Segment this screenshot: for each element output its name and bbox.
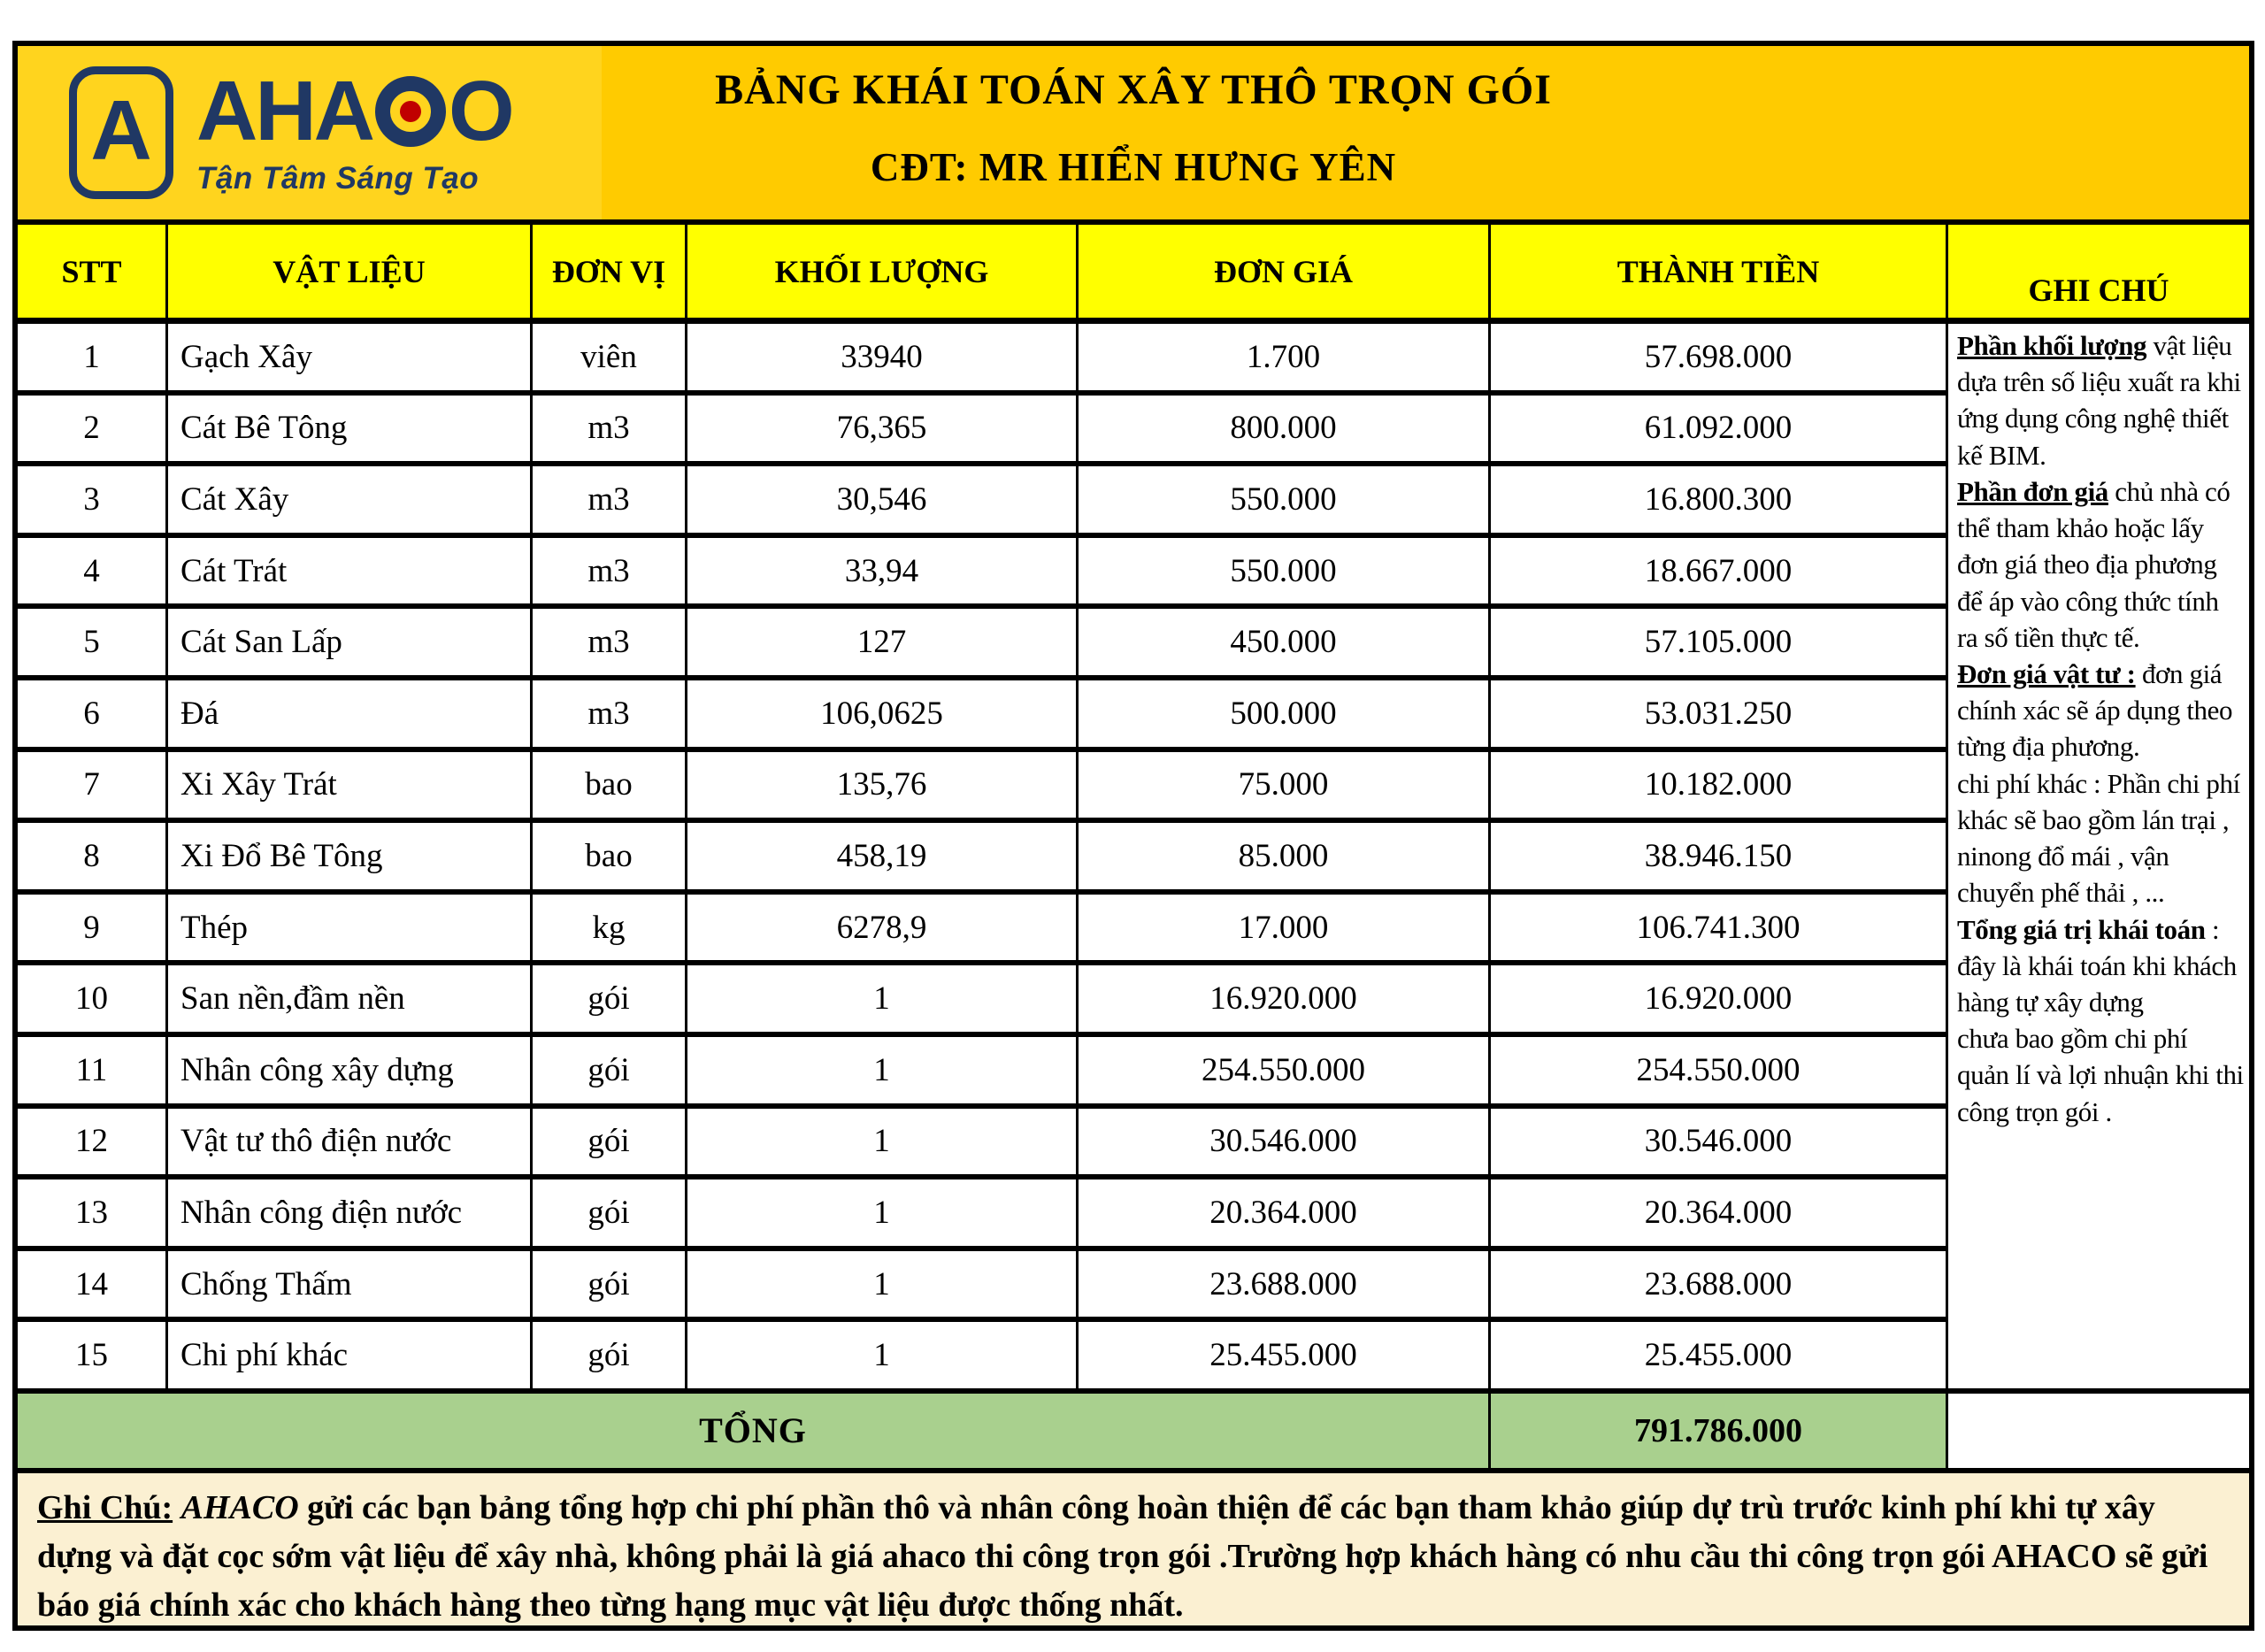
cell-khoi-luong: 33,94 [687, 538, 1079, 610]
cell-don-vi: gói [533, 1037, 687, 1109]
cell-vat-lieu: Cát Xây [168, 466, 533, 538]
cell-don-vi: bao [533, 752, 687, 824]
cell-stt: 14 [18, 1251, 168, 1323]
cell-vat-lieu: Chi phí khác [168, 1322, 533, 1394]
cell-don-gia: 30.546.000 [1079, 1109, 1491, 1180]
footer-note: Ghi Chú: AHACO gửi các bạn bảng tổng hợp chi phí phần thô và nhân công hoàn thiện để các bạn tham khảo giúp dự trù trước kinh phí khi tự xây dựng và đặt cọc sớm vật liệu để xây nhà, không phải là giá ahaco thi công trọn gói .Trường hợp khách hàng có nhu cầu thi công trọn gói AHACO sẽ gửi báo giá chính xác cho khách hàng theo từng hạng mục vật liệu được thống nhất. [18, 1468, 2249, 1625]
cell-don-gia: 17.000 [1079, 895, 1491, 966]
cell-thanh-tien: 23.688.000 [1491, 1251, 1948, 1323]
cell-don-gia: 550.000 [1079, 466, 1491, 538]
cell-thanh-tien: 30.546.000 [1491, 1109, 1948, 1180]
cell-khoi-luong: 135,76 [687, 752, 1079, 824]
cell-thanh-tien: 38.946.150 [1491, 823, 1948, 895]
brand-wordmark [196, 64, 512, 158]
page-title: BẢNG KHÁI TOÁN XÂY THÔ TRỌN GÓI [715, 66, 1552, 113]
cell-don-vi: gói [533, 965, 687, 1037]
cell-stt: 11 [18, 1037, 168, 1109]
cell-don-vi: m3 [533, 538, 687, 610]
cell-don-gia: 450.000 [1079, 609, 1491, 680]
cell-don-gia: 500.000 [1079, 680, 1491, 752]
column-header-don-gia: ĐƠN GIÁ [1079, 225, 1491, 324]
page-subtitle: CĐT: MR HIỂN HƯNG YÊN [870, 145, 1397, 189]
cell-stt: 4 [18, 538, 168, 610]
brand-c-dot-icon [375, 76, 446, 147]
cell-don-vi: gói [533, 1322, 687, 1394]
cell-don-vi: bao [533, 823, 687, 895]
cell-vat-lieu: Vật tư thô điện nước [168, 1109, 533, 1180]
cell-thanh-tien: 18.667.000 [1491, 538, 1948, 610]
total-value: 791.786.000 [1491, 1394, 1948, 1468]
cell-stt: 15 [18, 1322, 168, 1394]
column-header-khoi-luong: KHỐI LƯỢNG [687, 225, 1079, 324]
cell-stt: 1 [18, 324, 168, 396]
cell-stt: 13 [18, 1179, 168, 1251]
notes-cell [1948, 324, 2249, 1394]
cell-stt: 8 [18, 823, 168, 895]
note-paragraph: Phần đơn giá chủ nhà có thể tham khảo hoặc lấy đơn giá theo địa phương để áp vào công thức tính ra số tiền thực tế. [1957, 475, 2230, 653]
note-paragraph: Phần khối lượng vật liệu dựa trên số liệu xuất ra khi ứng dụng công nghệ thiết kế BIM. [1957, 330, 2241, 471]
total-label: TỔNG [18, 1394, 1491, 1468]
column-header-stt: STT [18, 225, 168, 324]
brand-letters-suffix: O [448, 64, 512, 158]
cell-vat-lieu: Đá [168, 680, 533, 752]
cell-khoi-luong: 30,546 [687, 466, 1079, 538]
cell-thanh-tien: 16.800.300 [1491, 466, 1948, 538]
cell-stt: 6 [18, 680, 168, 752]
cell-vat-lieu: Cát Bê Tông [168, 396, 533, 467]
column-header-thanh-tien: THÀNH TIỀN [1491, 225, 1948, 324]
logo-icon-letter: A [90, 83, 152, 178]
cell-khoi-luong: 1 [687, 1322, 1079, 1394]
cell-khoi-luong: 1 [687, 1179, 1079, 1251]
cell-khoi-luong: 6278,9 [687, 895, 1079, 966]
cell-thanh-tien: 53.031.250 [1491, 680, 1948, 752]
cell-khoi-luong: 33940 [687, 324, 1079, 396]
cell-khoi-luong: 458,19 [687, 823, 1079, 895]
cost-table [18, 219, 2249, 1468]
cell-don-gia: 85.000 [1079, 823, 1491, 895]
cell-thanh-tien: 61.092.000 [1491, 396, 1948, 467]
cell-stt: 2 [18, 396, 168, 467]
cell-don-vi: m3 [533, 609, 687, 680]
cell-stt: 9 [18, 895, 168, 966]
note-paragraph: chi phí khác : Phần chi phí khác sẽ bao gồm lán trại , ninong đổ mái , vận chuyển phế thải , ... [1957, 767, 2240, 909]
cell-thanh-tien: 106.741.300 [1491, 895, 1948, 966]
column-header-ghi-chu: GHI CHÚ [1948, 225, 2249, 324]
cell-thanh-tien: 57.698.000 [1491, 324, 1948, 396]
cell-don-gia: 23.688.000 [1079, 1251, 1491, 1323]
column-header-don-vi: ĐƠN VỊ [533, 225, 687, 324]
cell-thanh-tien: 20.364.000 [1491, 1179, 1948, 1251]
cell-don-vi: kg [533, 895, 687, 966]
total-empty-cell [1948, 1394, 2249, 1468]
cell-khoi-luong: 76,365 [687, 396, 1079, 467]
cell-stt: 5 [18, 609, 168, 680]
cell-khoi-luong: 1 [687, 1037, 1079, 1109]
cell-stt: 12 [18, 1109, 168, 1180]
cell-don-vi: gói [533, 1179, 687, 1251]
cell-vat-lieu: Chống Thấm [168, 1251, 533, 1323]
cell-thanh-tien: 10.182.000 [1491, 752, 1948, 824]
cell-don-gia: 800.000 [1079, 396, 1491, 467]
cell-vat-lieu: Cát Trát [168, 538, 533, 610]
cell-khoi-luong: 1 [687, 965, 1079, 1037]
note-paragraph: chưa bao gồm chi phí quản lí và lợi nhuận khi thi công trọn gói . [1957, 1023, 2244, 1127]
header-band [18, 46, 2249, 219]
cell-don-vi: gói [533, 1251, 687, 1323]
cell-stt: 10 [18, 965, 168, 1037]
logo-zone [18, 46, 602, 219]
cell-thanh-tien: 25.455.000 [1491, 1322, 1948, 1394]
cell-stt: 7 [18, 752, 168, 824]
cell-don-vi: m3 [533, 680, 687, 752]
cell-stt: 3 [18, 466, 168, 538]
estimate-sheet [12, 41, 2254, 1631]
cell-vat-lieu: Nhân công điện nước [168, 1179, 533, 1251]
cell-khoi-luong: 1 [687, 1109, 1079, 1180]
ahaco-logo-icon [69, 66, 173, 199]
cell-vat-lieu: San nền,đầm nền [168, 965, 533, 1037]
cell-vat-lieu: Thép [168, 895, 533, 966]
brand-tagline: Tận Tâm Sáng Tạo [196, 161, 480, 196]
brand-letters-prefix: AHA [196, 64, 372, 158]
cell-don-gia: 254.550.000 [1079, 1037, 1491, 1109]
cell-don-gia: 16.920.000 [1079, 965, 1491, 1037]
cell-vat-lieu: Gạch Xây [168, 324, 533, 396]
cell-khoi-luong: 106,0625 [687, 680, 1079, 752]
column-header-vat-lieu: VẬT LIỆU [168, 225, 533, 324]
cell-khoi-luong: 127 [687, 609, 1079, 680]
cell-don-vi: viên [533, 324, 687, 396]
note-paragraph: Tổng giá trị khái toán : đây là khái toán khi khách hàng tự xây dựng [1957, 913, 2237, 1018]
cell-vat-lieu: Xi Xây Trát [168, 752, 533, 824]
cell-thanh-tien: 57.105.000 [1491, 609, 1948, 680]
cell-khoi-luong: 1 [687, 1251, 1079, 1323]
cell-don-gia: 25.455.000 [1079, 1322, 1491, 1394]
cell-vat-lieu: Cát San Lấp [168, 609, 533, 680]
cell-don-vi: m3 [533, 396, 687, 467]
cell-don-gia: 20.364.000 [1079, 1179, 1491, 1251]
cell-don-vi: gói [533, 1109, 687, 1180]
brand-block [196, 64, 512, 196]
note-paragraph: Đơn giá vật tư : đơn giá chính xác sẽ áp dụng theo từng địa phương. [1957, 657, 2233, 763]
cell-don-gia: 1.700 [1079, 324, 1491, 396]
cell-thanh-tien: 254.550.000 [1491, 1037, 1948, 1109]
cell-don-gia: 75.000 [1079, 752, 1491, 824]
cell-thanh-tien: 16.920.000 [1491, 965, 1948, 1037]
cell-vat-lieu: Xi Đổ Bê Tông [168, 823, 533, 895]
cell-don-vi: m3 [533, 466, 687, 538]
cell-don-gia: 550.000 [1079, 538, 1491, 610]
cell-vat-lieu: Nhân công xây dựng [168, 1037, 533, 1109]
